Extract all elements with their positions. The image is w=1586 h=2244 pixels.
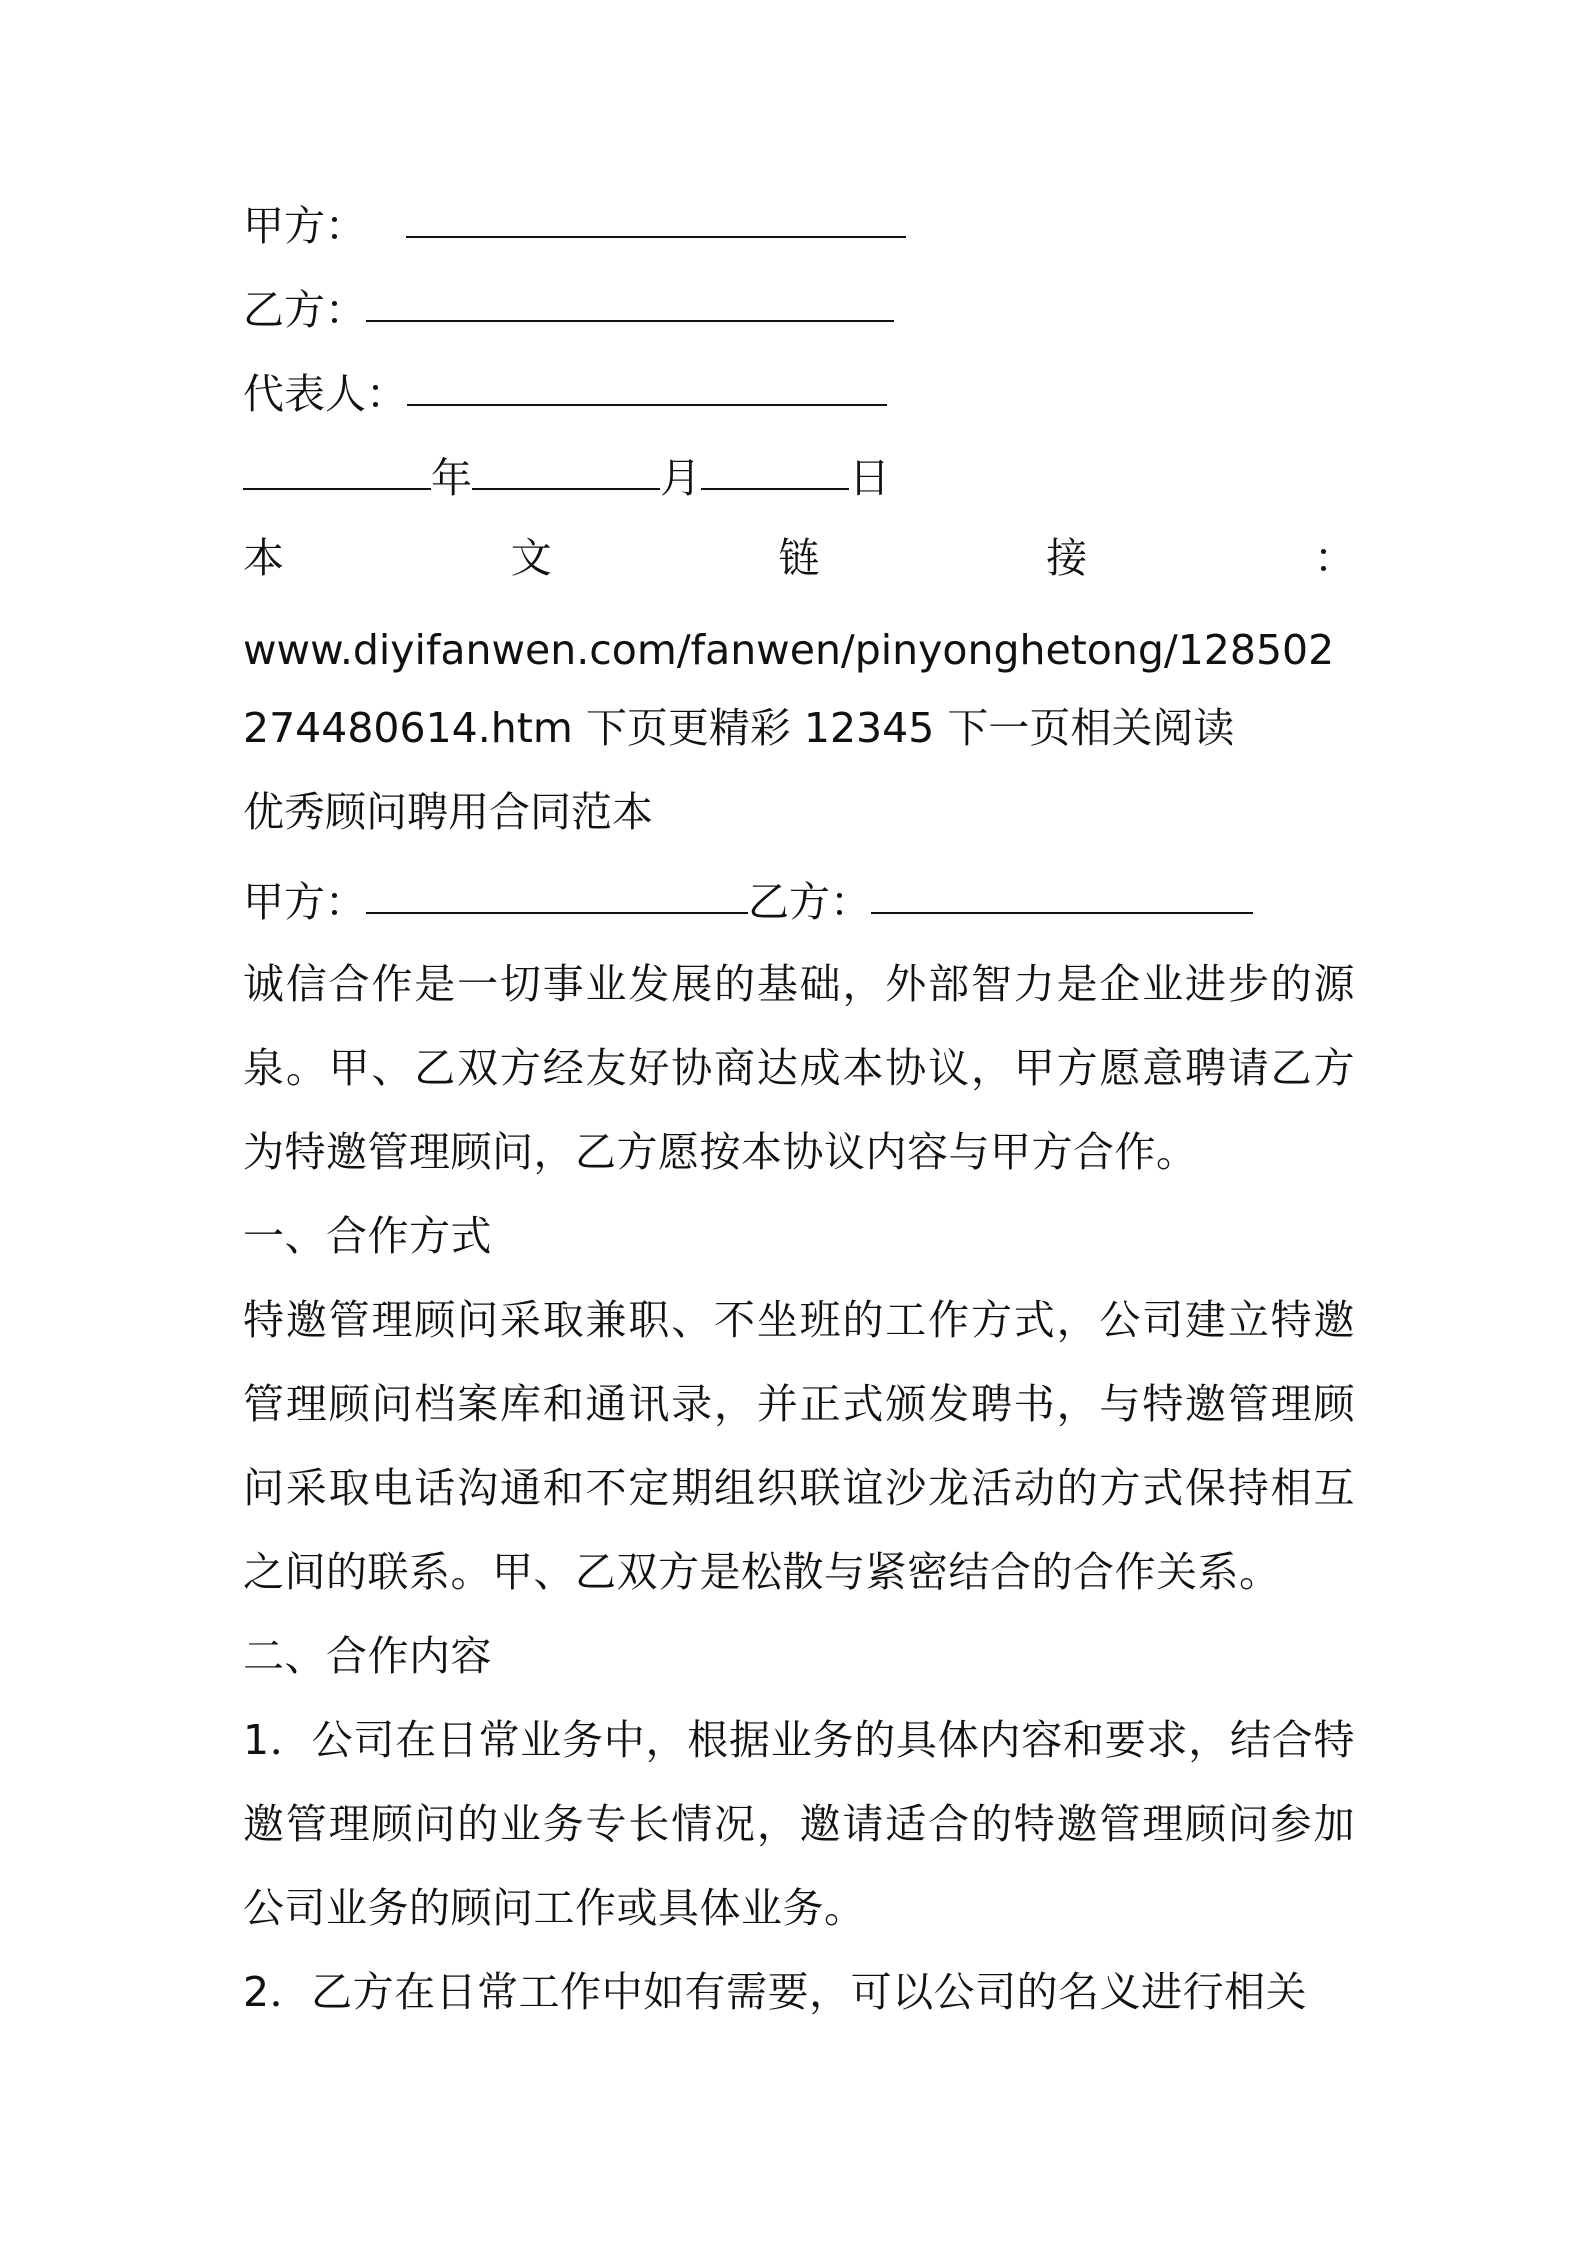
section-1-heading: 一、合作方式: [243, 1212, 492, 1260]
link-label-char: 本: [243, 534, 284, 582]
link-label-char: 文: [510, 534, 552, 582]
day-label: 日: [849, 454, 890, 502]
date-field: [243, 450, 890, 506]
link-url-line-1[interactable]: www.diyifanwen.com/fanwen/pinyonghetong/128502: [243, 626, 1335, 674]
link-label-char: 链: [778, 534, 820, 582]
section-2-item-1: 1．公司在日常业务中，根据业务的具体内容和要求，结合特邀管理顾问的业务专长情况，邀请适合的特邀管理顾问参加公司业务的顾问工作或具体业务。: [243, 1716, 1355, 1932]
month-label: 月: [660, 454, 701, 502]
representative-label: 代表人：: [243, 370, 407, 418]
contract-intro: 诚信合作是一切事业发展的基础，外部智力是企业进步的源泉。甲、乙双方经友好协商达成本协议，甲方愿意聘请乙方为特邀管理顾问，乙方愿按本协议内容与甲方合作。: [243, 960, 1355, 1176]
party-a-label: 甲方：: [243, 202, 366, 250]
year-blank[interactable]: [243, 448, 431, 490]
day-blank[interactable]: [701, 448, 849, 490]
section-2-heading: 二、合作内容: [243, 1632, 492, 1680]
representative-blank[interactable]: [407, 364, 887, 406]
link-url-line-2[interactable]: 274480614.htm 下页更精彩 12345 下一页相关阅读: [243, 704, 1235, 752]
contract-party-b-blank[interactable]: [871, 872, 1253, 914]
link-label-char: ：: [1314, 534, 1355, 582]
contract-party-a-label: 甲方：: [243, 878, 366, 926]
contract-title: 优秀顾问聘用合同范本: [243, 788, 653, 836]
party-b-blank[interactable]: [366, 280, 894, 322]
year-label: 年: [431, 454, 472, 502]
party-a-field: [243, 198, 906, 254]
contract-party-b-label: 乙方：: [748, 878, 871, 926]
contract-parties: [243, 874, 1253, 930]
link-label: [243, 530, 1355, 586]
section-2-item-2: 2．乙方在日常工作中如有需要，可以公司的名义进行相关: [243, 1968, 1308, 2016]
month-blank[interactable]: [472, 448, 660, 490]
party-b-label: 乙方：: [243, 286, 366, 334]
link-label-char: 接: [1046, 534, 1088, 582]
contract-party-a-blank[interactable]: [366, 872, 748, 914]
party-a-blank[interactable]: [406, 196, 906, 238]
representative-field: [243, 366, 887, 422]
section-1-body: 特邀管理顾问采取兼职、不坐班的工作方式，公司建立特邀管理顾问档案库和通讯录，并正式颁发聘书，与特邀管理顾问采取电话沟通和不定期组织联谊沙龙活动的方式保持相互之间的联系。甲、乙双方是松散与紧密结合的合作关系。: [243, 1296, 1355, 1596]
party-b-field: [243, 282, 894, 338]
